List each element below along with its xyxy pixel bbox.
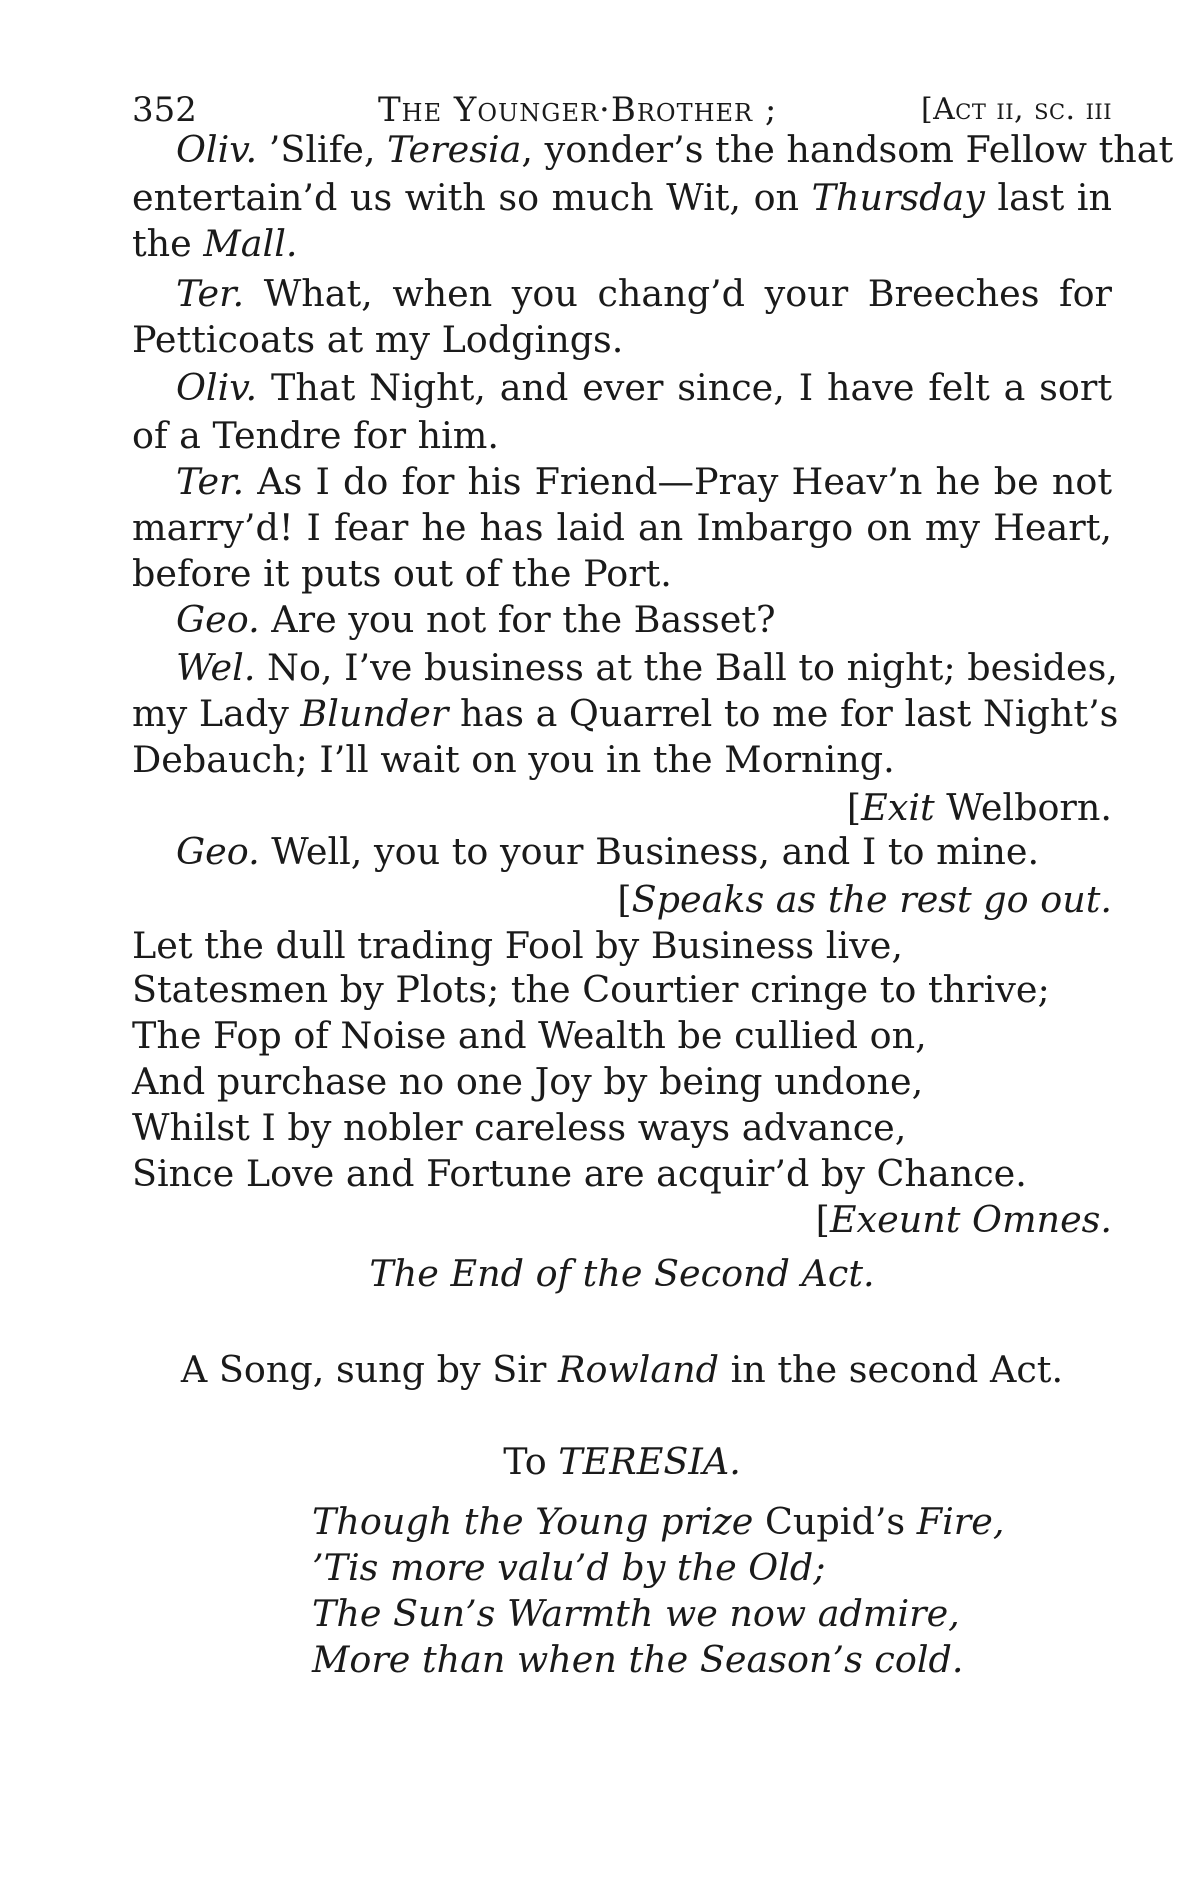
speech-line: [176, 272, 1112, 316]
roman-text: Are you not for the Basset?: [259, 598, 776, 641]
text-line: [132, 1014, 1112, 1058]
speaker-name: Wel.: [176, 646, 256, 689]
text-line: [132, 878, 1112, 922]
italic-text: Speaks as the rest go out.: [631, 878, 1112, 921]
text-line: [132, 1348, 1112, 1392]
roman-text: [: [815, 1198, 830, 1241]
text-line: [312, 1546, 1012, 1590]
italic-text: Rowland: [557, 1348, 719, 1391]
roman-text: my Lady: [132, 692, 301, 735]
roman-text: Welborn.: [934, 786, 1112, 829]
roman-text: Whilst I by nobler careless ways advance,: [132, 1106, 907, 1149]
roman-text: Petticoats at my Lodgings.: [132, 318, 624, 361]
text-line: [132, 1152, 1112, 1196]
speech-line: [176, 646, 1118, 690]
italic-text: The Sun’s Warmth we now admire,: [312, 1592, 960, 1635]
roman-text: Statesmen by Plots; the Courtier cringe to thrive;: [132, 968, 1050, 1011]
text-line: [132, 1198, 1112, 1242]
italic-text: Blunder: [300, 692, 449, 735]
italic-text: More than when the Season’s cold.: [312, 1638, 964, 1681]
text-line: [132, 318, 1112, 362]
speaker-name: Geo.: [176, 830, 260, 873]
roman-text: To: [503, 1440, 559, 1483]
italic-text: Though the Young prize: [312, 1500, 754, 1543]
running-title: The Younger·Brother ;: [378, 90, 778, 130]
roman-text: has a Quarrel to me for last Night’s: [448, 692, 1119, 735]
roman-text: And purchase no one Joy by being undone,: [132, 1060, 924, 1103]
speech-line: [176, 598, 1112, 642]
italic-text: Mall.: [203, 222, 298, 265]
roman-text: [: [617, 878, 632, 921]
speech-line: [176, 460, 1112, 504]
roman-text: marry’d! I fear he has laid an Imbargo on my Heart,: [132, 506, 1112, 549]
text-line: [132, 1440, 1112, 1484]
text-line: [132, 506, 1112, 550]
text-line: [132, 692, 1119, 736]
roman-text: before it puts out of the Port.: [132, 552, 672, 595]
speaker-name: Ter.: [176, 460, 245, 503]
roman-text: Cupid’s: [753, 1500, 917, 1543]
text-line: [132, 738, 1112, 782]
roman-text: the: [132, 222, 204, 265]
page-number: 352: [132, 90, 197, 130]
speech-line: [176, 128, 1174, 172]
text-line: [132, 176, 1112, 220]
italic-text: Exit: [861, 786, 935, 829]
roman-text: No, I’ve business at the Ball to night; besides,: [255, 646, 1118, 689]
running-header: [132, 88, 1112, 132]
roman-text: A Song, sung by Sir: [180, 1348, 558, 1391]
text-line: [132, 1252, 1112, 1296]
speech-line: [176, 366, 1112, 410]
roman-text: Let the dull trading Fool by Business live,: [132, 924, 903, 967]
text-line: [132, 1060, 1112, 1104]
roman-text: of a Tendre for him.: [132, 414, 500, 457]
text-line: [132, 222, 1112, 266]
speaker-name: Ter.: [176, 272, 245, 315]
roman-text: last in: [984, 176, 1112, 219]
roman-text: , yonder’s the handsom Fellow that: [521, 128, 1174, 171]
italic-text: ’Tis more valu’d by the Old;: [312, 1546, 826, 1589]
roman-text: Debauch; I’ll wait on you in the Morning.: [132, 738, 895, 781]
roman-text: entertain’d us with so much Wit, on: [132, 176, 812, 219]
roman-text: That Night, and ever since, I have felt a sort: [257, 366, 1112, 409]
speaker-name: Geo.: [176, 598, 260, 641]
roman-text: As I do for his Friend—Pray Heav’n he be not: [244, 460, 1112, 503]
roman-text: [: [846, 786, 862, 829]
roman-text: The Fop of Noise and Wealth be cullied on,: [132, 1014, 927, 1057]
speaker-name: Oliv.: [176, 366, 258, 409]
roman-text: What, when you chang’d your Breeches for: [244, 272, 1112, 315]
act-scene-label: [Act ii, sc. iii: [920, 92, 1112, 127]
italic-text: The End of the Second Act.: [369, 1252, 875, 1295]
text-line: [312, 1592, 1012, 1636]
text-line: [132, 1106, 1112, 1150]
text-line: [132, 552, 1112, 596]
roman-text: Since Love and Fortune are acquir’d by Chance.: [132, 1152, 1027, 1195]
speaker-name: Oliv.: [176, 128, 258, 171]
text-line: [312, 1638, 1012, 1682]
roman-text: ’Slife,: [257, 128, 388, 171]
text-line: [312, 1500, 1012, 1544]
text-line: [132, 924, 1112, 968]
italic-text: Exeunt Omnes.: [829, 1198, 1112, 1241]
italic-text: Teresia: [387, 128, 522, 171]
italic-text: Fire,: [916, 1500, 1005, 1543]
text-line: [132, 414, 1112, 458]
text-line: [132, 786, 1112, 830]
roman-text: in the second Act.: [719, 1348, 1064, 1391]
italic-text: Thursday: [811, 176, 985, 219]
speech-line: [176, 830, 1112, 874]
text-line: [132, 968, 1112, 1012]
italic-text: TERESIA.: [558, 1440, 741, 1483]
roman-text: Well, you to your Business, and I to mine.: [259, 830, 1040, 873]
